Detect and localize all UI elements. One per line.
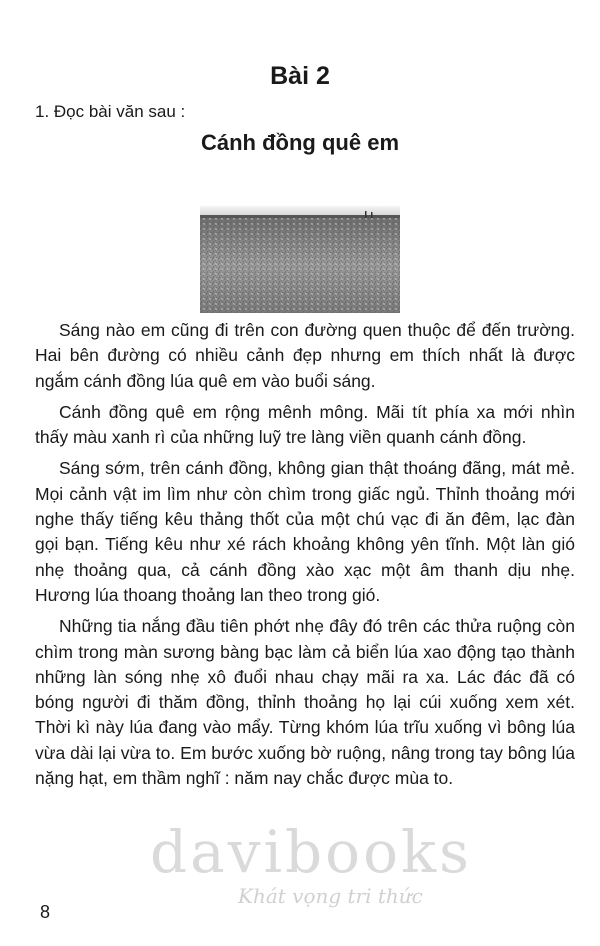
- page-number: 8: [40, 902, 51, 922]
- lesson-title: Bài 2: [270, 62, 330, 90]
- watermark-brand: davibooks: [150, 818, 472, 886]
- paragraph-4: Những tia nắng đầu tiên phớt nhẹ đây đó trên các thửa ruộng còn chìm trong màn sương bàng bạc làm cả biển lúa xao động tạo thành những làn sóng nhẹ xô đuổi nhau chạy mãi ra xa. Lác đác đã có bóng người đi thăm đồng, thỉnh thoảng họ lại cúi xuống xem xét. Thời kì này lúa đang vào mẩy. Từng khóm lúa trĩu xuống vì bông lúa vừa dài lại vừa to. Em bước xuống bờ ruộng, nâng trong tay bông lúa nặng hạt, em thầm nghĩ : năm nay chắc được mùa to.: [35, 616, 575, 789]
- paragraph-2: Cánh đồng quê em rộng mênh mông. Mãi tít phía xa mới nhìn thấy màu xanh rì của những luỹ tre làng viền quanh cánh đồng.: [35, 401, 575, 448]
- paragraph-1: Sáng nào em cũng đi trên con đường quen thuộc để đến trường. Hai bên đường có nhiều cảnh đẹp nhưng em thích nhất là được ngắm cánh đồng lúa quê em vào buổi sáng.: [35, 320, 575, 391]
- story-body: [35, 318, 575, 797]
- exercise-instruction: 1. Đọc bài văn sau :: [35, 102, 186, 121]
- paragraph-3: Sáng sớm, trên cánh đồng, không gian thật thoáng đãng, mát mẻ. Mọi cảnh vật im lìm như còn chìm trong giấc ngủ. Thỉnh thoảng mới nghe thấy tiếng kêu thảng thốt của một chú vạc đi ăn đêm, lạc đàn gọi bạn. Tiếng kêu như xé rách khoảng không yên tĩnh. Một làn gió nhẹ thoảng qua, cả cánh đồng xào xạc một âm thanh dịu nhẹ. Hương lúa thoang thoảng lan theo trong gió.: [35, 458, 575, 605]
- rice-field-photo: [200, 206, 400, 313]
- publisher-watermark: [150, 818, 470, 918]
- watermark-tagline: Khát vọng tri thức: [238, 884, 423, 908]
- story-title: Cánh đồng quê em: [201, 130, 399, 155]
